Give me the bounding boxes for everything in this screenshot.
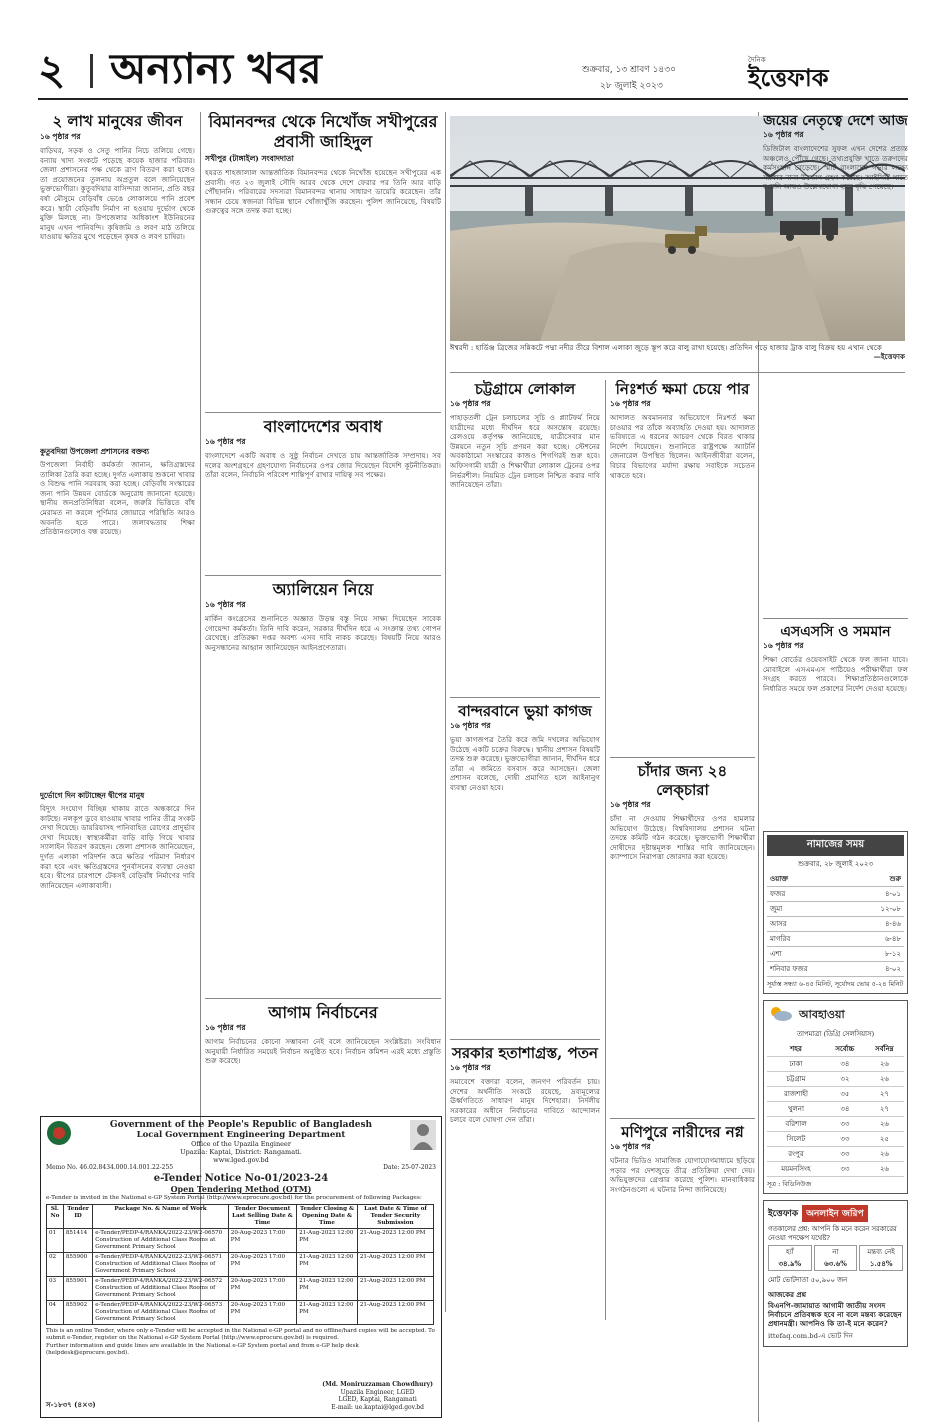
column-five bbox=[763, 112, 908, 1420]
body-text: চাঁদা না দেওয়ায় শিক্ষার্থীদের ওপর হামলার অভিযোগ উঠেছে। বিশ্ববিদ্যালয় প্রশাসন ঘটনা তদন্তে কমিটি গঠন করেছে। ভুক্তভোগী শিক্ষার্থীরা দোষীদের দৃষ্টান্তমূলক শাস্তির দাবি জানিয়েছেন। ক্যাম্পাসে নিরাপত্তা জোরদার করা হয়েছে। bbox=[610, 814, 755, 862]
story-divider bbox=[205, 412, 441, 413]
ad-code: স-১৮৩৭ (৪×৩) bbox=[46, 1400, 96, 1409]
tender-cell: 21-Aug-2023 12:00 PM bbox=[357, 1301, 433, 1325]
tender-cell: 21-Aug-2023 12:00 PM bbox=[297, 1253, 358, 1277]
tender-cell: e-Tender/PEDP-4/RANKA/2022-23/W2-06572 Construction of Additional Class Rooms of Government Primary School bbox=[93, 1277, 229, 1301]
ad-govt: Government of the People's Republic of Bangladesh bbox=[109, 1120, 373, 1130]
weather-table bbox=[767, 1042, 904, 1177]
ad-footer-note2: Further information and guide lines are available in the National e-GP System portal and from e-GP help desk (helpdesk@eprocure.gov.bd). bbox=[46, 1343, 359, 1356]
continuation-label: ১৬ পৃষ্ঠার পর bbox=[610, 1142, 651, 1151]
tender-cell: 21-Aug-2023 12:00 PM bbox=[297, 1229, 358, 1253]
weather-city: ময়মনসিংহ bbox=[767, 1162, 825, 1177]
weather-temp: ২৬ bbox=[865, 1147, 904, 1162]
tender-advertisement bbox=[40, 1116, 442, 1418]
ad-signature bbox=[322, 1381, 433, 1411]
tender-cell: 01 bbox=[47, 1229, 64, 1253]
page-number: ২ bbox=[38, 45, 66, 94]
body-text: শিক্ষা বোর্ডের ওয়েবসাইট থেকে ফল জানা যাবে। মোবাইলে এসএমএস পাঠিয়েও পরীক্ষার্থীরা ফল সংগ্রহ করতে পারবে। শিক্ষাপ্রতিষ্ঠানগুলোকে নির্ধারিত সময়ে ফল প্রকাশের নির্দেশ দেওয়া হয়েছে। bbox=[763, 655, 908, 693]
poll-none bbox=[859, 1245, 903, 1271]
body-text: হযরত শাহজালাল আন্তর্জাতিক বিমানবন্দর থেকে নিখোঁজ হয়েছেন সখীপুরের এক প্রবাসী। গত ২৩ জুলাই সৌদি আরব থেকে দেশে ফেরার পর তিনি আর বাড়ি পৌঁছাননি। পরিবারের সদস্যরা বিমানবন্দর থানায় সাধারণ ডায়েরি করেছেন। তাঁর সন্ধান চেয়ে স্বজনরা বিভিন্ন স্থানে খোঁজাখুঁজি করছেন। পুলিশ জানিয়েছে, বিষয়টি গুরুত্বের সঙ্গে তদন্ত করা হচ্ছে। bbox=[205, 168, 441, 216]
weather-row bbox=[767, 1087, 904, 1102]
ad-memo-date: Date: 25-07-2023 bbox=[383, 1164, 436, 1171]
prayer-row bbox=[767, 947, 904, 962]
prayer-name: আসর bbox=[767, 917, 852, 932]
weather-row bbox=[767, 1072, 904, 1087]
prayer-time: ৬-৪৮ bbox=[852, 932, 904, 947]
weather-temp: ২৬ bbox=[865, 1057, 904, 1072]
body-text: বিদ্যুৎ সংযোগ বিচ্ছিন্ন থাকায় রাতে অন্ধকারে দিন কাটছে। নলকূপ ডুবে যাওয়ায় খাবার পানির তীব্র সংকট দেখা দিয়েছে। ডায়রিয়াসহ পানিবাহিত রোগের প্রাদুর্ভাব দেখা দিয়েছে। স্বাস্থ্যকর্মীরা বাড়ি বাড়ি গিয়ে খাবার স্যালাইন বিতরণ করছেন। জেলা প্রশাসক জানিয়েছেন, দুর্গত এলাকা পরিদর্শন করে ক্ষতির পরিমাণ নির্ধারণ করা হবে এবং ক্ষতিগ্রস্তদের পুনর্বাসনের ব্যবস্থা নেওয়া হবে। দ্বীপের চারপাশে টেকসই বেড়িবাঁধ নির্মাণের দাবি জানিয়েছেন এলাকাবাসী। bbox=[40, 804, 195, 890]
weather-title: আবহাওয়া bbox=[799, 1007, 845, 1021]
tender-header-cell: Tender Closing & Opening Date & Time bbox=[297, 1205, 358, 1229]
prayer-row bbox=[767, 932, 904, 947]
tender-header-cell: Package No. & Name of Work bbox=[93, 1205, 229, 1229]
poll-yes-label: হ্যাঁ bbox=[785, 1248, 794, 1256]
prayer-name: ওয়াক্ত bbox=[767, 872, 852, 887]
weather-temp: ২৬ bbox=[865, 1072, 904, 1087]
weather-sub: তাপমাত্রা (ডিগ্রি সেলসিয়াস) bbox=[796, 1030, 875, 1038]
date-english: ২৮ জুলাই ২০২৩ bbox=[600, 81, 663, 91]
tender-cell: 855902 bbox=[63, 1301, 92, 1325]
online-poll-box bbox=[763, 1200, 908, 1347]
weather-temp: ৩৪ bbox=[825, 1102, 865, 1117]
poll-logo: ইত্তেফাক bbox=[768, 1209, 799, 1219]
weather-temp: ২৬ bbox=[865, 1117, 904, 1132]
weather-city: রংপুর bbox=[767, 1147, 825, 1162]
weather-header bbox=[767, 1004, 904, 1026]
tender-header-cell: Tender Document Last Selling Date & Time bbox=[228, 1205, 296, 1229]
body-text: মার্কিন কংগ্রেসের শুনানিতে অজ্ঞাত উড়ন্ত বস্তু নিয়ে সাক্ষ্য দিয়েছেন সাবেক গোয়েন্দা কর্মকর্তা। তিনি দাবি করেন, সরকার দীর্ঘদিন ধরে এ সংক্রান্ত তথ্য গোপন রেখেছে। প্রতিরক্ষা দপ্তর অবশ্য এসব দাবি নাকচ করেছে। বিষয়টি নিয়ে আরও অনুসন্ধানের আহ্বান জানিয়েছেন আইনপ্রণেতারা। bbox=[205, 614, 441, 652]
weather-temp: ৩৩ bbox=[825, 1132, 865, 1147]
poll-votes: মোট ভোটদাতা ৫০,৯০০ জন bbox=[768, 1276, 848, 1284]
headline-missing-expat: বিমানবন্দর থেকে নিখোঁজ সখীপুরের প্রবাসী জাহিদুল bbox=[208, 112, 438, 151]
tender-cell: 21-Aug-2023 12:00 PM bbox=[297, 1277, 358, 1301]
logo-main-text: ইত্তেফাক bbox=[748, 64, 829, 92]
ad-web: www.lged.gov.bd bbox=[213, 1156, 269, 1164]
story-divider bbox=[205, 998, 441, 999]
poll-today-question: বিএনপি-জামায়াত আগামী জাতীয় সংসদ নির্বাচনে প্রতিবন্ধক হবে না বলে মন্তব্য করেছেন প্রধানমন্ত্রী। আপনিও কি তা-ই মনে করেন? bbox=[768, 1301, 902, 1328]
poll-yes-value: ৩৪.৯% bbox=[778, 1259, 802, 1268]
weather-source: সূত্র : বিডিনিউজ bbox=[767, 1180, 812, 1188]
body-text: আদালত অবমাননার অভিযোগে নিঃশর্ত ক্ষমা চাওয়ার পর তাঁকে অব্যাহতি দেওয়া হয়। আদালত ভবিষ্যতে এ ধরনের আচরণ থেকে বিরত থাকার নির্দেশ দিয়েছেন। শুনানিতে রাষ্ট্রপক্ষে অ্যাটর্নি জেনারেল উপস্থিত ছিলেন। আইনজীবীরা বলেন, বিচার বিভাগের মর্যাদা রক্ষায় সবাইকে সচেতন থাকতে হবে। bbox=[610, 413, 755, 480]
headline-flood: ২ লাখ মানুষের জীবন bbox=[52, 112, 183, 130]
weather-temp: ২৭ bbox=[865, 1087, 904, 1102]
prayer-time: ৪-০১ bbox=[852, 887, 904, 902]
ad-intro: e-Tender is invited in the National e-GP System Portal (http://www.eprocure.gov.bd) for the procurement of following Packages: bbox=[46, 1195, 422, 1201]
body-text: ভুয়া কাগজপত্র তৈরি করে জমি দখলের অভিযোগ উঠেছে একটি চক্রের বিরুদ্ধে। স্থানীয় প্রশাসন বিষয়টি তদন্ত শুরু করেছে। ভুক্তভোগীরা জানান, দীর্ঘদিন ধরে তাঁরা এ জমিতে বসবাস করে আসছেন। জেলা প্রশাসন বলেছে, দোষী প্রমাণিত হলে আইনানুগ ব্যবস্থা নেওয়া হবে। bbox=[450, 735, 600, 792]
prayer-name: এশা bbox=[767, 947, 852, 962]
prayer-row bbox=[767, 872, 904, 887]
poll-no-value: ৬৩.৬% bbox=[824, 1259, 847, 1268]
continuation-label: ১৬ পৃষ্ঠার পর bbox=[40, 132, 81, 141]
weather-city: ঢাকা bbox=[767, 1057, 825, 1072]
continuation-label: ১৬ পৃষ্ঠার পর bbox=[205, 437, 246, 446]
headline-manipur: মণিপুরে নারীদের নগ্ন bbox=[621, 1123, 744, 1141]
weather-city: বরিশাল bbox=[767, 1117, 825, 1132]
tender-cell: 20-Aug-2023 17:00 PM bbox=[228, 1301, 296, 1325]
prayer-note: সূর্যাস্ত সন্ধ্যা ৬-৪৫ মিনিট, সূর্যোদয় ভোর ৫-২৪ মিনিট bbox=[767, 980, 904, 988]
headline-bandarban: বান্দরবানে ভুয়া কাগজ bbox=[458, 702, 592, 720]
poll-none-label: মন্তব্য নেই bbox=[867, 1248, 895, 1256]
headline-early-election: আগাম নির্বাচনের bbox=[268, 1003, 378, 1022]
ad-header bbox=[41, 1117, 441, 1164]
story-divider bbox=[450, 1039, 600, 1040]
prayer-time: ১২-০৮ bbox=[852, 902, 904, 917]
body-text: পাহাড়তলী ট্রেন চলাচলের সূচি ও প্ল্যাটফর্ম নিয়ে যাত্রীদের মধ্যে দীর্ঘদিন ধরে অসন্তোষ রয়েছে। রেলওয়ে কর্তৃপক্ষ জানিয়েছে, যাত্রীসেবার মান উন্নয়নে নতুন সূচি প্রণয়ন করা হচ্ছে। স্টেশনের অবকাঠামো সংস্কারের কাজও শিগগিরই শুরু হবে। অফিসগামী যাত্রী ও শিক্ষার্থীরা লোকাল ট্রেনের ওপর নির্ভরশীল। নিয়মিত ট্রেন চলাচল নিশ্চিত করার দাবি জানিয়েছেন তাঁরা। bbox=[450, 413, 600, 490]
headline-joy: জয়ের নেতৃত্বে দেশে আজ bbox=[763, 113, 908, 129]
tender-cell: e-Tender/PEDP-4/RANKA/2022-23/W2-06571 Construction of Additional Class Rooms of Government Primary School bbox=[93, 1253, 229, 1277]
prayer-name: মাগরিব bbox=[767, 932, 852, 947]
ad-office: Office of the Upazila Engineer bbox=[191, 1140, 291, 1148]
tender-header-cell: Last Date & Time of Tender Security Submission bbox=[357, 1205, 433, 1229]
body-text: উপজেলা নির্বাহী কর্মকর্তা জানান, ক্ষতিগ্রস্তদের তালিকা তৈরি করা হচ্ছে। দুর্গত এলাকায় শুকনো খাবার ও বিশুদ্ধ পানি সরবরাহ করা হচ্ছে। বেড়িবাঁধ সংস্কারের জন্য পানি উন্নয়ন বোর্ডকে অনুরোধ জানানো হয়েছে। স্থানীয় জনপ্রতিনিধিরা বলেন, জরুরি ভিত্তিতে বাঁধ মেরামত না করলে পূর্ণিমার জোয়ারে পরিস্থিতি আরও অবনতি হতে পারে। জলাবদ্ধতায় শিক্ষা প্রতিষ্ঠানগুলোও বন্ধ রয়েছে। bbox=[40, 460, 195, 537]
tender-cell: 20-Aug-2023 17:00 PM bbox=[228, 1229, 296, 1253]
prayer-row bbox=[767, 962, 904, 977]
tender-cell: 21-Aug-2023 12:00 PM bbox=[357, 1277, 433, 1301]
headline-bangladesh-free: বাংলাদেশের অবাধ bbox=[263, 417, 383, 436]
poll-title: অনলাইন জরিপ bbox=[802, 1205, 867, 1222]
story-divider bbox=[450, 697, 600, 698]
tender-cell: 02 bbox=[47, 1253, 64, 1277]
sun-cloud-icon bbox=[767, 1004, 793, 1026]
prayer-table bbox=[767, 872, 904, 977]
poll-yes bbox=[768, 1245, 812, 1271]
poll-site[interactable]: ittefaq.com.bd-এ ভোট দিন bbox=[768, 1332, 853, 1340]
weather-box bbox=[763, 1000, 908, 1194]
sign-name: (Md. Moniruzzaman Chowdhury) bbox=[322, 1381, 433, 1388]
story-divider bbox=[610, 1118, 755, 1119]
poll-no bbox=[814, 1245, 858, 1271]
weather-city: সিলেট bbox=[767, 1132, 825, 1147]
tender-header-cell: Sl. No bbox=[47, 1205, 64, 1229]
tender-header-cell: Tender ID bbox=[63, 1205, 92, 1229]
tender-cell: e-Tender/PEDP-4/RANKA/2022-23/W2-06573 Construction of Additional Class Rooms of Government Primary School bbox=[93, 1301, 229, 1325]
prayer-row bbox=[767, 887, 904, 902]
tender-cell: 855900 bbox=[63, 1253, 92, 1277]
headline-ssc: এসএসসি ও সমমান bbox=[780, 624, 891, 640]
ad-memo: Memo No. 46.02.8434.000.14.001.22-255 bbox=[46, 1164, 174, 1171]
weather-temp: ৩৩ bbox=[825, 1117, 865, 1132]
prayer-time: ৪-০২ bbox=[852, 962, 904, 977]
subheading: দুর্ভোগে দিন কাটাচ্ছেন দ্বীপের মানুষ bbox=[40, 791, 145, 800]
prayer-name: জুমা bbox=[767, 902, 852, 917]
prayer-name: ফজর bbox=[767, 887, 852, 902]
headline-alien: অ্যালিয়েন নিয়ে bbox=[272, 580, 374, 599]
tender-cell: 851414 bbox=[63, 1229, 92, 1253]
section-title: অন্যান্য খবর bbox=[110, 44, 322, 93]
sign-email: E-mail: ue.kaptai@lged.gov.bd bbox=[331, 1403, 424, 1411]
newspaper-logo bbox=[748, 54, 908, 92]
weather-row bbox=[767, 1057, 904, 1072]
headline-ctg-local: চট্টগ্রামে লোকাল bbox=[474, 380, 576, 398]
continuation-label: ১৬ পৃষ্ঠার পর bbox=[450, 1063, 491, 1072]
body-text: সমাবেশে বক্তারা বলেন, জনগণ পরিবর্তন চায়। দেশের অর্থনীতি সংকটে রয়েছে, দ্রব্যমূল্যের ঊর্ধ্বগতিতে সাধারণ মানুষ দিশেহারা। নির্দলীয় সরকারের অধীনে নির্বাচনের দাবিতে আন্দোলন চলবে বলে ঘোষণা দেন তাঁরা। bbox=[450, 1077, 600, 1125]
tender-cell: 21-Aug-2023 12:00 PM bbox=[357, 1229, 433, 1253]
poll-header bbox=[768, 1205, 903, 1222]
column-four bbox=[610, 380, 755, 1320]
subheading: কুতুবদিয়া উপজেলা প্রশাসনের বক্তব্য bbox=[40, 447, 149, 456]
poll-question: গতকালের প্রশ্ন: আপনি কি মনে করেন সরকারের নেওয়া পদক্ষেপ যথেষ্ট? bbox=[768, 1225, 897, 1242]
weather-temp: ৩২ bbox=[825, 1072, 865, 1087]
weather-row bbox=[767, 1147, 904, 1162]
weather-header-cell: সর্বনিম্ন bbox=[865, 1042, 904, 1057]
weather-header-cell: শহর bbox=[767, 1042, 825, 1057]
poll-no-label: না bbox=[832, 1248, 839, 1256]
ad-memo-row bbox=[41, 1164, 441, 1171]
story-divider bbox=[205, 575, 441, 576]
ad-dept: Local Government Engineering Department bbox=[136, 1130, 346, 1140]
byline: সখীপুর (টাঙ্গাইল) সংবাদদাতা bbox=[205, 154, 294, 163]
weather-city: রাজশাহী bbox=[767, 1087, 825, 1102]
prayer-name: শনিবার ফজর bbox=[767, 962, 852, 977]
weather-row bbox=[767, 1132, 904, 1147]
prayer-time: ৪-৪৬ bbox=[852, 917, 904, 932]
poll-today-label: আজকের প্রশ্ন bbox=[768, 1290, 807, 1299]
prayer-time: শুরু bbox=[852, 872, 904, 887]
weather-city: চট্টগ্রাম bbox=[767, 1072, 825, 1087]
column-rule bbox=[605, 380, 606, 1320]
prayer-times-box bbox=[763, 831, 908, 994]
prayer-row bbox=[767, 902, 904, 917]
tender-cell: 04 bbox=[47, 1301, 64, 1325]
prayer-date: শুক্রবার, ২৮ জুলাই ২০২৩ bbox=[797, 860, 873, 868]
continuation-label: ১৬ পৃষ্ঠার পর bbox=[763, 130, 804, 139]
logo-small-text: দৈনিক bbox=[748, 56, 766, 64]
govt-emblem-icon bbox=[46, 1120, 72, 1150]
poll-none-value: ১.৫৪% bbox=[869, 1259, 893, 1268]
masthead-rule bbox=[38, 98, 908, 100]
tender-row bbox=[47, 1253, 434, 1277]
ad-footer-note: This is an online Tender, where only e-Tender will be accepted in the National e-GP portal and no offline/hard copies will be accepted. To submit e-Tender, register on the National e-GP System Portal (http://www.eprocure.gov.bd) is required. bbox=[46, 1328, 435, 1341]
column-three bbox=[450, 380, 600, 1320]
headline-apology: নিঃশর্ত ক্ষমা চেয়ে পার bbox=[615, 380, 750, 398]
continuation-label: ১৬ পৃষ্ঠার পর bbox=[763, 641, 804, 650]
weather-row bbox=[767, 1162, 904, 1177]
continuation-label: ১৬ পৃষ্ঠার পর bbox=[610, 399, 651, 408]
tender-cell: 21-Aug-2023 12:00 PM bbox=[297, 1301, 358, 1325]
prayer-title: নামাজের সময় bbox=[767, 835, 904, 856]
weather-city: খুলনা bbox=[767, 1102, 825, 1117]
tender-row bbox=[47, 1301, 434, 1325]
weather-temp: ৩৪ bbox=[825, 1057, 865, 1072]
headline-govt-fall: সরকার হতাশাগ্রস্ত, পতন bbox=[451, 1044, 599, 1062]
weather-temp: ২৬ bbox=[865, 1162, 904, 1177]
column-rule bbox=[445, 112, 446, 1312]
headline-extortion: চাঁদার জন্য ২৪ লেক্চারা bbox=[637, 762, 728, 799]
weather-temp: ৩৩ bbox=[825, 1162, 865, 1177]
tender-row bbox=[47, 1277, 434, 1301]
tender-cell: 03 bbox=[47, 1277, 64, 1301]
tender-cell: 855901 bbox=[63, 1277, 92, 1301]
continuation-label: ১৬ পৃষ্ঠার পর bbox=[205, 600, 246, 609]
ad-title-block bbox=[72, 1120, 410, 1164]
tender-table bbox=[46, 1204, 434, 1325]
tender-row bbox=[47, 1229, 434, 1253]
prayer-row bbox=[767, 917, 904, 932]
ad-notice-title: e-Tender Notice No-01/2023-24 bbox=[153, 1173, 329, 1184]
poll-results bbox=[768, 1245, 903, 1271]
body-text: বাংলাদেশে একটি অবাধ ও সুষ্ঠু নির্বাচন দেখতে চায় আন্তর্জাতিক সম্প্রদায়। সব দলের অংশগ্রহণে গ্রহণযোগ্য নির্বাচনের ওপর জোর দিয়েছেন বিদেশি কূটনীতিকরা। তাঁরা বলেন, নির্বাচনি পরিবেশ শান্তিপূর্ণ রাখার দায়িত্ব সব পক্ষের। bbox=[205, 451, 441, 480]
weather-row bbox=[767, 1117, 904, 1132]
continuation-label: ১৬ পৃষ্ঠার পর bbox=[450, 721, 491, 730]
weather-row bbox=[767, 1102, 904, 1117]
weather-temp: ৩৫ bbox=[825, 1087, 865, 1102]
tender-cell: 21-Aug-2023 12:00 PM bbox=[357, 1253, 433, 1277]
weather-temp: ২৫ bbox=[865, 1132, 904, 1147]
portrait-photo bbox=[410, 1120, 436, 1154]
story-divider bbox=[763, 618, 908, 619]
body-text: ডিজিটাল বাংলাদেশের সুফল এখন দেশের প্রত্যন্ত অঞ্চলেও পৌঁছে গেছে। তথ্যপ্রযুক্তি খাতে তরুণদের কর্মসংস্থান বেড়েছে। স্মার্ট বাংলাদেশ গড়ার লক্ষ্যে সরকার নানা উদ্যোগ গ্রহণ করেছে। আইসিটি খাতে রপ্তানি আয়ও উল্লেখযোগ্য হারে বৃদ্ধি পেয়েছে। bbox=[763, 144, 908, 192]
weather-temp: ২৭ bbox=[865, 1102, 904, 1117]
tender-cell: 20-Aug-2023 17:00 PM bbox=[228, 1253, 296, 1277]
weather-temp: ৩৩ bbox=[825, 1147, 865, 1162]
ad-method: Open Tendering Method (OTM) bbox=[170, 1184, 312, 1194]
body-text: ঘটনার ভিডিও সামাজিক যোগাযোগমাধ্যমে ছড়িয়ে পড়ার পর দেশজুড়ে তীব্র প্রতিক্রিয়া দেখা দেয়। অভিযুক্তদের গ্রেপ্তার করেছে পুলিশ। মানবাধিকার সংগঠনগুলো এ ঘটনার নিন্দা জানিয়েছে। bbox=[610, 1156, 755, 1194]
photo-credit: —ইত্তেফাক bbox=[873, 352, 905, 361]
sign-title: Upazila Engineer, LGED bbox=[340, 1388, 415, 1396]
body-text: আগাম নির্বাচনের কোনো সম্ভাবনা নেই বলে জানিয়েছেন সংশ্লিষ্টরা। সংবিধান অনুযায়ী নির্ধারিত সময়েই নির্বাচন অনুষ্ঠিত হবে। নির্বাচন কমিশন এরই মধ্যে প্রস্তুতি শুরু করেছে। bbox=[205, 1037, 441, 1066]
tender-cell: e-Tender/PEDP-4/RANKA/2022-23/W2-06570 Construction of Additional Class Rooms at Government Primary School bbox=[93, 1229, 229, 1253]
body-text: বাড়িঘর, সড়ক ও সেতু পানির নিচে তলিয়ে গেছে। বন্যায় খাদ্য সংকটে পড়েছে কয়েক হাজার পরিবার। জেলা প্রশাসনের পক্ষ থেকে ত্রাণ বিতরণ করা হলেও তা প্রয়োজনের তুলনায় অপ্রতুল বলে জানিয়েছেন ভুক্তভোগীরা। কুতুবদিয়ার বাসিন্দারা জানান, প্রতি বছর বর্ষা মৌসুমে বেড়িবাঁধ ভেঙে লোকালয়ে পানি প্রবেশ করে। স্থায়ী বেড়িবাঁধ নির্মাণ না হওয়ায় দুর্ভোগ থেকে মুক্তি মিলছে না। উপজেলার অধিকাংশ ইউনিয়নের মানুষ এখন পানিবন্দি। কৃষিজমি ও লবণ মাঠ তলিয়ে যাওয়ায় ক্ষতির মুখে পড়েছেন কৃষক ও লবণ চাষিরা। bbox=[40, 146, 195, 242]
caption-text: ঈশ্বরদী : হার্ডিঞ্জ ব্রিজের সন্নিকটে পদ্মা নদীর তীরে বিশাল এলাকা জুড়ে স্তূপ করে বালু রাখা হয়েছে। প্রতিদিন গড়ে হাজার ট্রাক বালু বিক্রয় হয় এখান থেকে bbox=[450, 343, 882, 352]
story-divider bbox=[610, 757, 755, 758]
masthead-divider bbox=[90, 54, 93, 88]
sign-place: LGED, Kaptai, Rangamati bbox=[338, 1396, 417, 1403]
date-bengali: শুক্রবার, ১৩ শ্রাবণ ১৪৩০ bbox=[582, 65, 676, 75]
continuation-label: ১৬ পৃষ্ঠার পর bbox=[450, 399, 491, 408]
weather-header-cell: সর্বোচ্চ bbox=[825, 1042, 865, 1057]
prayer-time: ৮-১২ bbox=[852, 947, 904, 962]
tender-cell: 20-Aug-2023 17:00 PM bbox=[228, 1277, 296, 1301]
ad-office2: Upazila: Kaptai, District: Rangamati. bbox=[180, 1148, 302, 1156]
continuation-label: ১৬ পৃষ্ঠার পর bbox=[205, 1023, 246, 1032]
continuation-label: ১৬ পৃষ্ঠার পর bbox=[610, 800, 651, 809]
